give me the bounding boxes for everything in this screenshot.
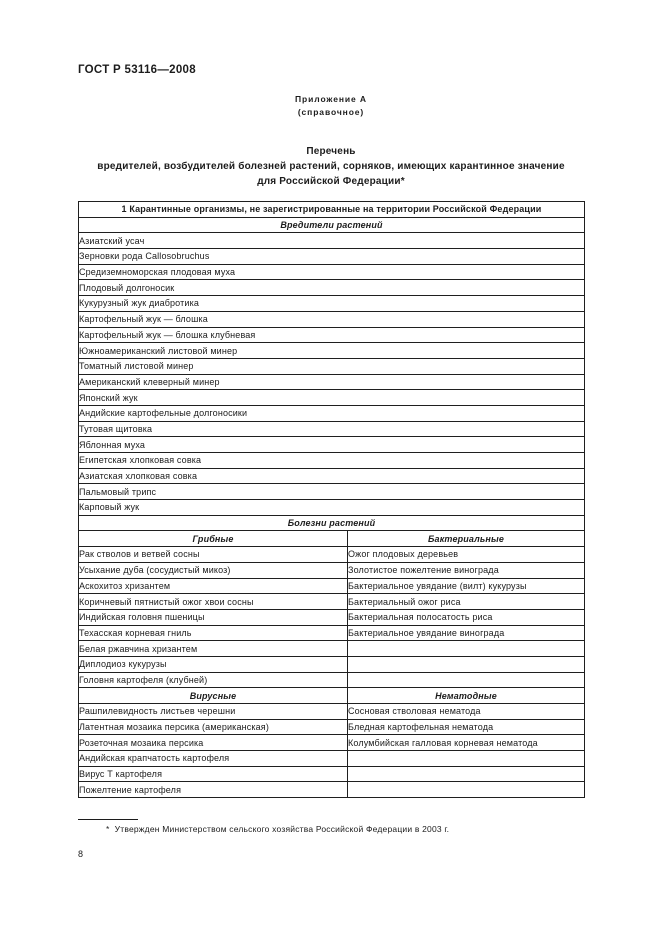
appendix-heading [78, 93, 584, 119]
pest-name: Азиатский усач [79, 233, 585, 249]
pest-name: Андийские картофельные долгоносики [79, 405, 585, 421]
pest-name: Зерновки рода Callosobruchus [79, 249, 585, 265]
fungal-disease: Головня картофеля (клубней) [79, 672, 348, 688]
quarantine-table [78, 201, 585, 798]
table-row [79, 437, 585, 453]
pest-name: Южноамериканский листовой минер [79, 343, 585, 359]
page-number: 8 [78, 849, 84, 859]
pest-name: Пальмовый трипс [79, 484, 585, 500]
fungal-disease: Белая ржавчина хризантем [79, 641, 348, 657]
table-row [79, 202, 585, 218]
viral-disease: Латентная мозаика персика (американская) [79, 719, 348, 735]
title-line-1: Перечень [306, 146, 356, 157]
pest-name: Американский клеверный минер [79, 374, 585, 390]
fungal-disease: Техасская корневая гниль [79, 625, 348, 641]
pest-name: Плодовый долгоносик [79, 280, 585, 296]
bacterial-column-header: Бактериальные [348, 531, 585, 547]
table-row [79, 766, 585, 782]
table-row [79, 421, 585, 437]
table-row [79, 358, 585, 374]
table-row [79, 374, 585, 390]
nematode-disease: Колумбийская галловая корневая нематода [348, 735, 585, 751]
pest-name: Картофельный жук — блошка клубневая [79, 327, 585, 343]
table-row [79, 562, 585, 578]
footnote-text: * Утвержден Министерством сельского хозяйства Российской Федерации в 2003 г. [106, 824, 450, 834]
table-row [79, 500, 585, 516]
table-row [79, 484, 585, 500]
table-row [79, 688, 585, 704]
table-row [79, 609, 585, 625]
pest-name: Японский жук [79, 390, 585, 406]
table-row [79, 704, 585, 720]
document-title [70, 144, 592, 189]
fungal-disease: Коричневый пятнистый ожог хвои сосны [79, 594, 348, 610]
title-line-2: вредителей, возбудителей болезней растений, сорняков, имеющих карантинное значение [97, 161, 565, 172]
viral-disease: Андийская крапчатость картофеля [79, 751, 348, 767]
viral-disease: Пожелтение картофеля [79, 782, 348, 798]
pest-name: Средиземноморская плодовая муха [79, 264, 585, 280]
table-row [79, 515, 585, 531]
table-row [79, 296, 585, 312]
table-row [79, 249, 585, 265]
pest-name: Яблонная муха [79, 437, 585, 453]
table-row [79, 578, 585, 594]
viral-disease: Розеточная мозаика персика [79, 735, 348, 751]
table-row [79, 751, 585, 767]
table-row [79, 280, 585, 296]
pests-section-header: Вредители растений [79, 217, 585, 233]
table-row [79, 719, 585, 735]
fungal-disease: Аскохитоз хризантем [79, 578, 348, 594]
bacterial-disease [348, 641, 585, 657]
table-row [79, 233, 585, 249]
pest-name: Томатный листовой минер [79, 358, 585, 374]
viral-disease: Вирус Т картофеля [79, 766, 348, 782]
table-row [79, 217, 585, 233]
nematode-disease: Сосновая стволовая нематода [348, 704, 585, 720]
fungal-disease: Рак стволов и ветвей сосны [79, 547, 348, 563]
pest-name: Картофельный жук — блошка [79, 311, 585, 327]
table-row [79, 547, 585, 563]
nematode-disease: Бледная картофельная нематода [348, 719, 585, 735]
table-row [79, 782, 585, 798]
bacterial-disease: Ожог плодовых деревьев [348, 547, 585, 563]
table-row [79, 594, 585, 610]
pest-name: Карповый жук [79, 500, 585, 516]
table-row [79, 264, 585, 280]
pest-name: Кукурузный жук диабротика [79, 296, 585, 312]
fungal-disease: Усыхание дуба (сосудистый микоз) [79, 562, 348, 578]
section-1-header: 1 Карантинные организмы, не зарегистрированные на территории Российской Федерации [79, 202, 585, 218]
nematode-disease [348, 751, 585, 767]
table-row [79, 641, 585, 657]
table-row [79, 390, 585, 406]
table-row [79, 735, 585, 751]
bacterial-disease: Бактериальное увядание винограда [348, 625, 585, 641]
table-row [79, 311, 585, 327]
bacterial-disease: Бактериальный ожог риса [348, 594, 585, 610]
table-row [79, 405, 585, 421]
fungal-column-header: Грибные [79, 531, 348, 547]
fungal-disease: Диплодиоз кукурузы [79, 656, 348, 672]
fungal-disease: Индийская головня пшеницы [79, 609, 348, 625]
table-row [79, 531, 585, 547]
diseases-section-header: Болезни растений [79, 515, 585, 531]
footnote-separator [78, 819, 138, 820]
pest-name: Тутовая щитовка [79, 421, 585, 437]
bacterial-disease: Бактериальное увядание (вилт) кукурузы [348, 578, 585, 594]
appendix-name: Приложение А [295, 94, 367, 104]
pest-name: Азиатская хлопковая совка [79, 468, 585, 484]
table-row [79, 625, 585, 641]
viral-disease: Рашпилевидность листьев черешни [79, 704, 348, 720]
pest-name: Египетская хлопковая совка [79, 453, 585, 469]
title-line-3: для Российской Федерации* [257, 176, 405, 187]
bacterial-disease: Золотистое пожелтение винограда [348, 562, 585, 578]
nematode-column-header: Нематодные [348, 688, 585, 704]
bacterial-disease [348, 656, 585, 672]
appendix-kind: (справочное) [297, 107, 365, 117]
nematode-disease [348, 782, 585, 798]
table-row [79, 672, 585, 688]
viral-column-header: Вирусные [79, 688, 348, 704]
bacterial-disease: Бактериальная полосатость риса [348, 609, 585, 625]
table-row [79, 468, 585, 484]
table-row [79, 453, 585, 469]
bacterial-disease [348, 672, 585, 688]
table-row [79, 343, 585, 359]
table-row [79, 656, 585, 672]
doc-number: ГОСТ Р 53116—2008 [78, 64, 196, 76]
table-row [79, 327, 585, 343]
nematode-disease [348, 766, 585, 782]
